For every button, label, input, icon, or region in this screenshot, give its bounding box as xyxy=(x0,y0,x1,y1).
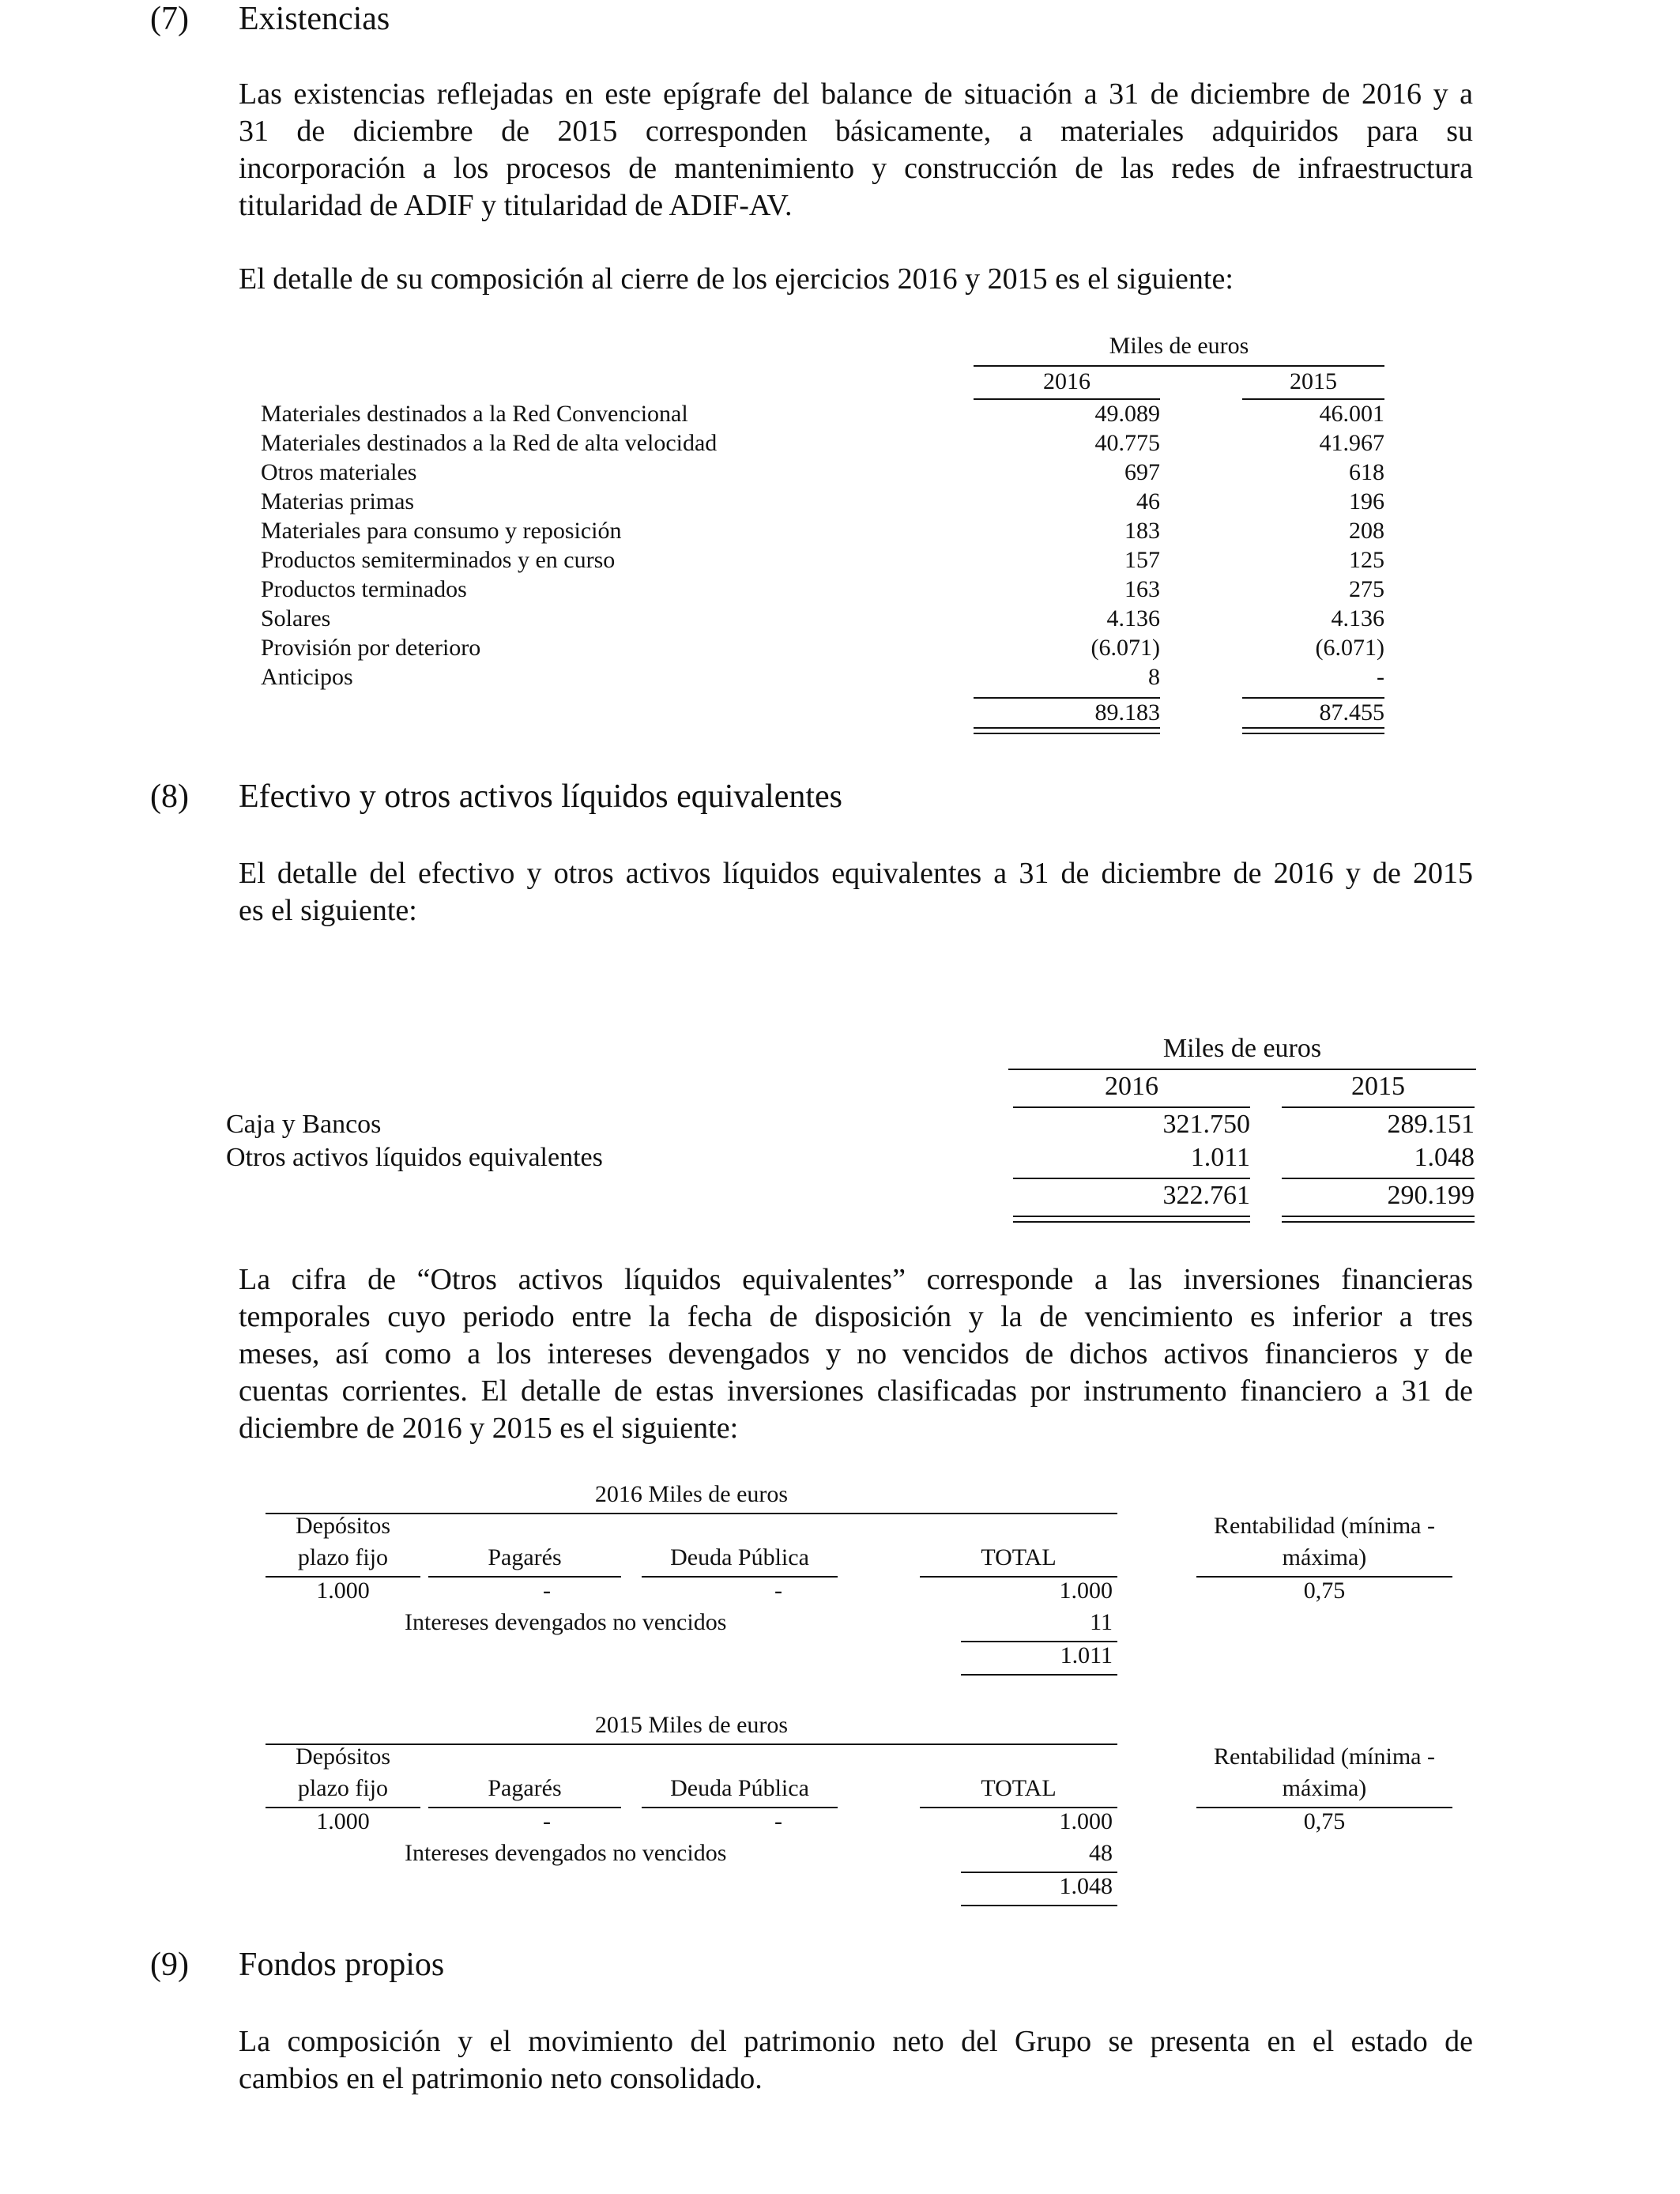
divider xyxy=(961,1905,1117,1906)
col-header-2015: 2015 xyxy=(1351,1072,1405,1101)
row-value-2016: 46 xyxy=(1136,488,1160,515)
row-value-2015: 618 xyxy=(1349,459,1384,485)
header-deuda-publica: Deuda Pública xyxy=(670,1775,809,1801)
paragraph-line: titularidad de ADIF y titularidad de ADIF-AV. xyxy=(239,189,793,222)
row-value-2015: 41.967 xyxy=(1319,430,1384,456)
header-depositos: Depósitos xyxy=(296,1513,390,1539)
row-value-2015: (6.071) xyxy=(1315,635,1384,661)
header-pagares: Pagarés xyxy=(488,1544,562,1570)
row-value-2015: 46.001 xyxy=(1319,401,1384,427)
row-value-2016: 163 xyxy=(1124,576,1160,602)
unit-header: Miles de euros xyxy=(1162,1034,1322,1063)
row-label: Productos terminados xyxy=(261,576,467,602)
row-value-2015: 289.151 xyxy=(1387,1110,1475,1139)
divider xyxy=(1013,1106,1250,1108)
row-value-2016: 183 xyxy=(1124,518,1160,544)
row-value-2016: 40.775 xyxy=(1094,430,1160,456)
row-value-2015: 208 xyxy=(1349,518,1384,544)
double-underline xyxy=(974,727,1160,734)
header-total: TOTAL xyxy=(981,1544,1057,1570)
divider xyxy=(974,365,1384,367)
row-label: Caja y Bancos xyxy=(226,1110,382,1139)
row-value-2016: 49.089 xyxy=(1094,401,1160,427)
row-label: Provisión por deterioro xyxy=(261,635,481,661)
value-pagares: - xyxy=(543,1808,551,1834)
row-value-2016: 8 xyxy=(1148,664,1160,690)
section-8-number: (8) xyxy=(150,778,189,815)
section-9-paragraph xyxy=(239,2023,1473,2098)
divider xyxy=(1282,1106,1475,1108)
row-value-2015: - xyxy=(1377,664,1384,690)
paragraph-line: cuentas corrientes. El detalle de estas inversiones clasificadas por instrumento financiero a 31 de xyxy=(239,1374,1473,1408)
value-total: 1.000 xyxy=(1059,1578,1113,1604)
row-label: Productos semiterminados y en curso xyxy=(261,547,616,573)
row-label: Anticipos xyxy=(261,664,353,690)
divider xyxy=(1282,1178,1475,1179)
row-value-2015: 275 xyxy=(1349,576,1384,602)
header-deuda-publica: Deuda Pública xyxy=(670,1544,809,1570)
section-8-paragraph-2 xyxy=(239,1261,1473,1447)
total-2016: 322.761 xyxy=(1162,1181,1250,1210)
row-label: Materias primas xyxy=(261,488,415,515)
paragraph-line: El detalle del efectivo y otros activos líquidos equivalentes a 31 de diciembre de 2016 y de 2015 xyxy=(239,857,1473,890)
total-2015: 87.455 xyxy=(1319,699,1384,726)
section-7-number: (7) xyxy=(150,1,189,37)
value-rentabilidad: 0,75 xyxy=(1303,1578,1346,1604)
sum-value: 1.048 xyxy=(1059,1873,1113,1899)
row-label: Materiales para consumo y reposición xyxy=(261,518,622,544)
header-plazo-fijo: plazo fijo xyxy=(297,1544,389,1570)
header-depositos: Depósitos xyxy=(296,1744,390,1770)
row-value-2016: 157 xyxy=(1124,547,1160,573)
paragraph-line: es el siguiente: xyxy=(239,894,417,927)
paragraph-line: 31 de diciembre de 2015 corresponden básicamente, a materiales adquiridos para su xyxy=(239,115,1473,148)
row-value-2015: 196 xyxy=(1349,488,1384,515)
divider xyxy=(1008,1069,1476,1070)
divider xyxy=(961,1674,1117,1676)
value-total: 1.000 xyxy=(1059,1808,1113,1834)
interest-value: 11 xyxy=(1090,1609,1113,1635)
divider xyxy=(1013,1178,1250,1179)
header-rentabilidad-2: máxima) xyxy=(1282,1775,1367,1801)
paragraph-line: meses, así como a los intereses devengados y no vencidos de dichos activos financieros y de xyxy=(239,1337,1473,1370)
section-8-paragraph xyxy=(239,855,1473,929)
paragraph-line: temporales cuyo periodo entre la fecha de disposición y la de vencimiento es inferior a tres xyxy=(239,1300,1473,1333)
section-7-title: Existencias xyxy=(239,1,390,37)
double-underline xyxy=(1013,1216,1250,1223)
col-header-2016: 2016 xyxy=(1043,368,1090,394)
divider xyxy=(1242,697,1384,699)
paragraph-line: diciembre de 2016 y 2015 es el siguiente: xyxy=(239,1412,739,1445)
row-value-2016: (6.071) xyxy=(1090,635,1160,661)
value-depositos: 1.000 xyxy=(316,1808,370,1834)
interest-label: Intereses devengados no vencidos xyxy=(405,1609,727,1635)
row-value-2016: 321.750 xyxy=(1162,1110,1250,1139)
row-label: Materiales destinados a la Red de alta velocidad xyxy=(261,430,718,456)
divider xyxy=(974,398,1160,400)
caption: 2015 Miles de euros xyxy=(594,1712,789,1738)
paragraph-line: El detalle de su composición al cierre de los ejercicios 2016 y 2015 es el siguiente: xyxy=(239,262,1234,296)
caption: 2016 Miles de euros xyxy=(594,1481,789,1507)
sum-value: 1.011 xyxy=(1060,1642,1113,1668)
header-rentabilidad: Rentabilidad (mínima - xyxy=(1214,1513,1435,1539)
section-7-paragraph xyxy=(239,76,1473,224)
value-rentabilidad: 0,75 xyxy=(1303,1808,1346,1834)
header-rentabilidad: Rentabilidad (mínima - xyxy=(1214,1744,1435,1770)
value-deuda-publica: - xyxy=(774,1578,782,1604)
row-label: Otros materiales xyxy=(261,459,417,485)
divider xyxy=(974,697,1160,699)
section-8-title: Efectivo y otros activos líquidos equivalentes xyxy=(239,778,842,815)
total-2015: 290.199 xyxy=(1387,1181,1475,1210)
row-label: Materiales destinados a la Red Convencional xyxy=(261,401,688,427)
section-9-title: Fondos propios xyxy=(239,1947,445,1983)
paragraph-line: La composición y el movimiento del patrimonio neto del Grupo se presenta en el estado de xyxy=(239,2025,1473,2058)
section-7-intro xyxy=(239,261,1473,298)
section-9-number: (9) xyxy=(150,1947,189,1983)
total-2016: 89.183 xyxy=(1094,699,1160,726)
unit-header: Miles de euros xyxy=(1109,333,1249,359)
value-depositos: 1.000 xyxy=(316,1578,370,1604)
row-label: Otros activos líquidos equivalentes xyxy=(226,1143,603,1172)
paragraph-line: Las existencias reflejadas en este epígrafe del balance de situación a 31 de diciembre de 2016 y a xyxy=(239,77,1473,111)
value-deuda-publica: - xyxy=(774,1808,782,1834)
paragraph-line: La cifra de “Otros activos líquidos equivalentes” corresponde a las inversiones financieras xyxy=(239,1263,1473,1296)
col-header-2016: 2016 xyxy=(1105,1072,1158,1101)
row-value-2016: 1.011 xyxy=(1190,1143,1250,1172)
double-underline xyxy=(1242,727,1384,734)
double-underline xyxy=(1282,1216,1475,1223)
row-label: Solares xyxy=(261,605,331,631)
header-plazo-fijo: plazo fijo xyxy=(297,1775,389,1801)
row-value-2016: 4.136 xyxy=(1106,605,1160,631)
value-pagares: - xyxy=(543,1578,551,1604)
header-total: TOTAL xyxy=(981,1775,1057,1801)
interest-label: Intereses devengados no vencidos xyxy=(405,1840,727,1866)
row-value-2015: 4.136 xyxy=(1331,605,1384,631)
row-value-2015: 125 xyxy=(1349,547,1384,573)
divider xyxy=(1242,398,1384,400)
row-value-2016: 697 xyxy=(1124,459,1160,485)
paragraph-line: incorporación a los procesos de mantenimiento y construcción de las redes de infraestructura xyxy=(239,152,1473,185)
paragraph-line: cambios en el patrimonio neto consolidado. xyxy=(239,2062,763,2095)
header-pagares: Pagarés xyxy=(488,1775,562,1801)
row-value-2015: 1.048 xyxy=(1414,1143,1475,1172)
header-rentabilidad-2: máxima) xyxy=(1282,1544,1367,1570)
col-header-2015: 2015 xyxy=(1290,368,1337,394)
interest-value: 48 xyxy=(1089,1840,1113,1866)
